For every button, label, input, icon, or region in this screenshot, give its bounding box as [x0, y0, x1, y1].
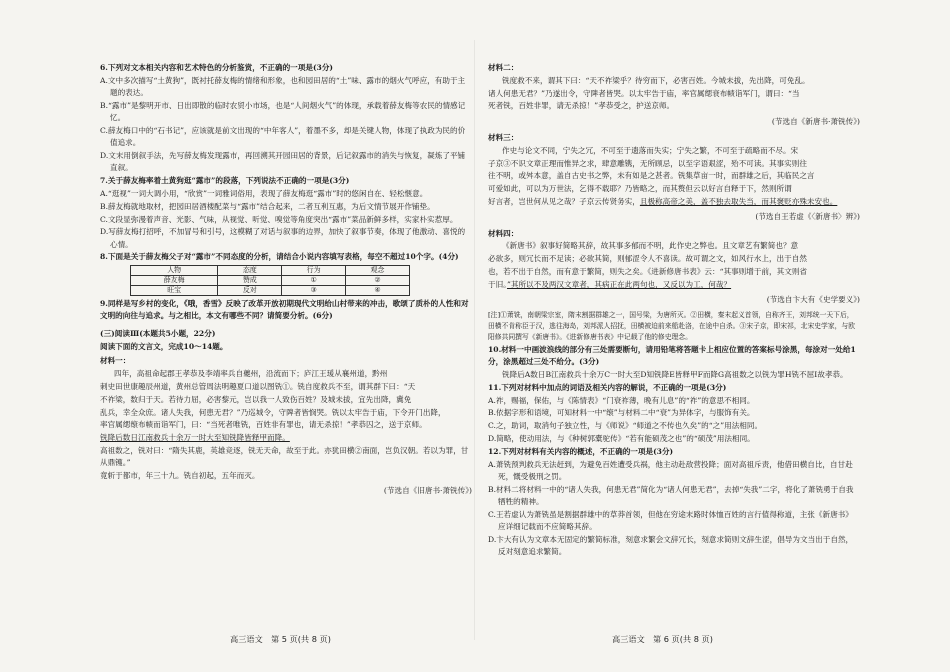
question-12-option-a: A.萧铣预判救兵无法赶到，为避免百姓遭受兵祸，他主动赴敌营投降；面对高祖斥责，他借田横自比，自甘赴死，慨受极刑之罚。 — [488, 459, 853, 481]
question-12-option-c: C.王若虚认为萧铣虽是割据群雄中的草莽首领，但他在穷途末路时体恤百姓的言行值得称道，主张《新唐书》应详细记载而不应简略其辞。 — [488, 509, 853, 531]
question-7-option-b: B.薛友梅就地取材，把园田居酒楼配菜与“露市”结合起来，二者互利互惠，为后文情节展开作铺垫。 — [100, 201, 435, 211]
table-header-cell: 观念 — [346, 265, 410, 275]
question-6-option-c: C.薛友梅口中的“石书记”，应该就是前文出现的“中年客人”，着墨不多，却是关键人物，体现了执政为民的价值追求。 — [100, 125, 466, 148]
question-6-option-d: D.文末用倒叙手法，先写薛友梅发现露市，再回溯其开园田居的背景，后记叙露市的消失与恢复，凝炼了平铺直叙。 — [100, 151, 466, 173]
table-cell: ③ — [282, 285, 346, 295]
question-11-stem: 11.下列对材料中加点的词语及相关内容的解说，不正确的一项是(3分) — [488, 382, 727, 392]
question-8-answer-table — [130, 265, 410, 296]
material-3-label: 材料三： — [488, 132, 519, 142]
underlined-text: ”其所以不及两汉文章者，其病正在此两句也，又反以为工，何哉？ — [506, 279, 732, 289]
material-4-label: 材料四： — [488, 228, 519, 238]
table-row — [131, 285, 410, 295]
material-1-line: 刺史田世康趣辰州道，黄州总管周法明趣夏口道以图铣①。铣自度救兵不至，谓其群下曰：“天 — [100, 382, 416, 392]
table-cell: ② — [346, 275, 410, 285]
question-9-stem: 9.同样是写乡村的变化，《哦，香雪》反映了改革开放初期现代文明给山村带来的冲击，歌颂了质朴的人性和对文明的向往与追求。与之相比，本文有哪些不同？请简要分析。(6分) — [100, 298, 469, 321]
material-4-line: 也，若不出于自然，而有意于繁简，则失之矣。《进新修唐书表》云：“其事则增于前，其文则省 — [488, 266, 808, 276]
material-2-line: 铣度救不来，谓其下曰：“天不祚梁乎？待穷而下，必害百姓。今城未拔，先出降，可免乱。 — [502, 75, 810, 85]
page-footer-right: 高三语文 第 6 页(共 8 页) — [612, 634, 713, 644]
question-6-option-b: B.“露市”是黎明开市、日出即散的临时农贸小市场，也是“人间烟火气”的体现，承载着薛友梅等农民的情感记忆。 — [100, 100, 466, 123]
question-12-stem: 12.下列对材料有关内容的概述，不正确的一项是(3分) — [488, 446, 674, 456]
question-11-option-b: B.依据字形和语境，可知材料一中“缞”与材料二中“衰”为异体字，与服饰有关。 — [488, 408, 755, 418]
material-1-line: 四年，高祖命起郡王孝恭及李靖率兵自夔州，沿流而下；庐江王瑗从襄州道，黔州 — [114, 369, 388, 379]
table-header-cell: 人物 — [131, 265, 218, 275]
material-3-line: 往不明，或舛本意，盖自古史书之弊，未有如是之甚者。铣集草亩一时，而群雄之后，其临民之言 — [488, 171, 815, 181]
table-header-row — [131, 265, 410, 275]
table-header-cell: 行为 — [282, 265, 346, 275]
table-cell: 旺宝 — [131, 285, 218, 295]
material-4-line: 必欲多，则冗长而不足读；必欲其简，则郁涩令人不喜读。故可谓之文，如风行水上，出于自然 — [488, 254, 807, 264]
wavy-underlined-text: 铣降后数日江南救兵十余万一时大至知铣降皆释甲而降。 — [100, 433, 290, 443]
question-7-option-a: A.“逛视”一词大调小用，“欣赏”一词雅词俗用，表现了薛友梅逛“露市”时的悠闲自在、轻松惬意。 — [100, 188, 428, 198]
page-fold — [474, 40, 475, 640]
material-1-line: 高祖数之，铣对曰：“隋失其鹿，英雄竞逐，铣无天命，故至于此。亦犹田横②南面，岂负汉朝。若以为罪，甘从鼎镬。” — [100, 446, 469, 468]
left-page-column — [100, 62, 472, 502]
question-10-stem: 10.材料一中画波浪线的部分有三处需要断句，请用铅笔将答题卡上相应位置的答案标号涂黑，每涂对一处给1分，涂黑超过三处不给分。(3分) — [488, 344, 856, 367]
table-header-cell: 态度 — [218, 265, 282, 275]
question-10-sentence: 铣降后A数日B江南救兵十余万C一时大至D知铣降E皆释甲F而降G高祖数之以铣为罪H铣不屈I故孝恭。 — [502, 369, 848, 379]
material-1-label: 材料一： — [100, 356, 131, 366]
material-3-source: (节选自王若虚《〈新唐书〉辨》) — [755, 212, 860, 222]
material-4-source: (节选自卞大有《史学要义》) — [766, 295, 860, 305]
material-2-label: 材料二： — [488, 63, 519, 72]
footnotes: [注]①萧铣，南朝梁宗室，隋末割据群雄之一，国号梁，为唐所灭。②田横，秦末起义首领，自称齐王，刘邦统一天下后，田横不肯称臣于汉，逃往海岛，刘邦派人招抚，田横被迫前来船赴洛，在途中自杀。③宋子京，即宋祁，北宋史学家，与欧阳修共同撰写《新唐书》。《进新修唐书表》中记载了他的修史理念。 — [488, 311, 856, 342]
question-11-option-c: C.之，助词，取消句子独立性，与《师说》“师道之不传也久矣”的“之”用法相同。 — [488, 421, 763, 431]
material-2-line: 诸人何患无君？”乃遂出令，守陴者皆哭。以太牢告于庙，率官属缌衰布帻诣军门，谓曰：“当 — [488, 88, 800, 98]
material-1-line: 乱兵，幸全众庶。诸人失我，何患无君？”乃巡城令，守陴者皆悯哭。铣以太牢告于庙，下令开门出降， — [100, 407, 446, 417]
section-3-instruction: 阅读下面的文言文，完成10～14题。 — [100, 342, 228, 352]
section-3-heading: (三)阅读Ⅲ(本题共5小题，22分) — [100, 329, 216, 339]
question-7-stem: 7.关于薛友梅率着土黄狗逛“露市”的段落，下列说法不正确的一项是(3分) — [100, 176, 350, 186]
material-3-line: 可爱如此，可以为万世法，乞得不载耶？乃皆略之，而其赘但云以好言自释于下，然则所谓 — [488, 184, 792, 194]
question-6-option-a: A.文中多次描写“土黄狗”，既衬托薛友梅的情绪和形象，也和园田居的“土”味、露市的烟火气呼应，有助于主题的表达。 — [100, 75, 466, 98]
right-page-column — [488, 62, 860, 559]
material-4-line — [488, 279, 860, 291]
material-1-line: 率官属缌缞布帻而诣军门，曰：“当死者唯铣，百姓非有罪也，请无杀掠！”孝恭囚之，送于京师。 — [100, 420, 427, 430]
material-3-line: 子京③不识文章正理而惟异之求，肆意雕镌，无所顾忌，以至字语艰涩，殆不可读。其事实则往 — [488, 158, 807, 168]
material-2-line: 死者铣，百姓非罪，请无杀掠！”孝恭受之，护送京师。 — [488, 101, 675, 111]
table-cell: 反对 — [218, 285, 282, 295]
question-7-option-d: D.写薛友梅打招呼，不加冒号和引号，这模糊了对话与叙事的边界，加快了叙事节奏，体现了他激动、喜悦的心情。 — [100, 227, 466, 249]
table-cell: 薛友梅 — [131, 275, 218, 285]
table-row — [131, 275, 410, 285]
question-11-option-d: D.简略，使动用法，与《种树郭橐驼传》“若有能硕茂之也”的“硕茂”用法相同。 — [488, 433, 755, 443]
question-6-stem: 6.下列对文本相关内容和艺术特色的分析鉴赏，不正确的一项是(3分) — [100, 63, 334, 72]
material-3-text: 好言者，岂世何从见之哉？子京云传贤务实， — [488, 196, 640, 206]
table-cell: ④ — [346, 285, 410, 295]
page-footer-left: 高三语文 第 5 页(共 8 页) — [230, 634, 331, 644]
question-7-option-c: C.文段显弥漫着声音、光影、气味，从视觉、听觉、嗅觉等角度突出“露市”菜品新鲜多样，实家朴实惹厚。 — [100, 214, 458, 224]
underlined-text: 而其褒贬亦殊未安也。 — [761, 196, 838, 206]
material-3-line: 作史与论文不同，宁失之冗，不可至于遗落而失实；宁失之繁，不可至于疏略而不尽。宋 — [502, 145, 799, 155]
table-cell: 赞成 — [218, 275, 282, 285]
material-3-line — [488, 196, 860, 208]
material-2-source: (节选自《新唐书·萧铣传》) — [771, 116, 860, 126]
table-cell: ① — [282, 275, 346, 285]
material-1-source: (节选自《旧唐书·萧铣传》) — [383, 486, 472, 496]
question-8-stem: 8.下面是关于薛友梅父子对“露市”不同态度的分析，请结合小说内容填写表格，每空不超过10个字。(4分) — [100, 252, 459, 262]
material-4-text: 于旧。 — [488, 279, 507, 289]
question-12-option-b: B.材料二将材料一中的“诸人失我，何患无君”简化为“诸人何患无君”，去掉“失我”二字，将化了萧铣勇于自我牺牲的精神。 — [488, 484, 854, 506]
underlined-text: 且极称高帝之美，盖不独去取失当， — [639, 196, 762, 206]
question-11-option-a: A.祚，赐福，保佑，与《陈情表》“门衰祚薄，晚有儿息”的“祚”的意思不相同。 — [488, 395, 755, 405]
question-12-option-d: D.卞大有认为文章本无固定的繁简标准，刻意求繁会文辞冗长，刻意求简则文辞生涩，倡导为文当出于自然，反对刻意追求繁简。 — [488, 534, 854, 557]
material-1-line: 竟斩于都市，年三十九。铣自初起，五年而灭。 — [100, 471, 260, 481]
material-4-line: 《新唐书》叙事好简略其辞，故其事多郁而不明，此作史之弊也。且文章艺有繁简也？意 — [502, 241, 799, 251]
material-1-line: 不祚梁，数归于天。若待力屈，必害黎元，岂以我一人致伤百姓？及城未拔，宜先出降，冀免 — [100, 394, 412, 404]
material-1-wavy-line — [100, 432, 472, 444]
